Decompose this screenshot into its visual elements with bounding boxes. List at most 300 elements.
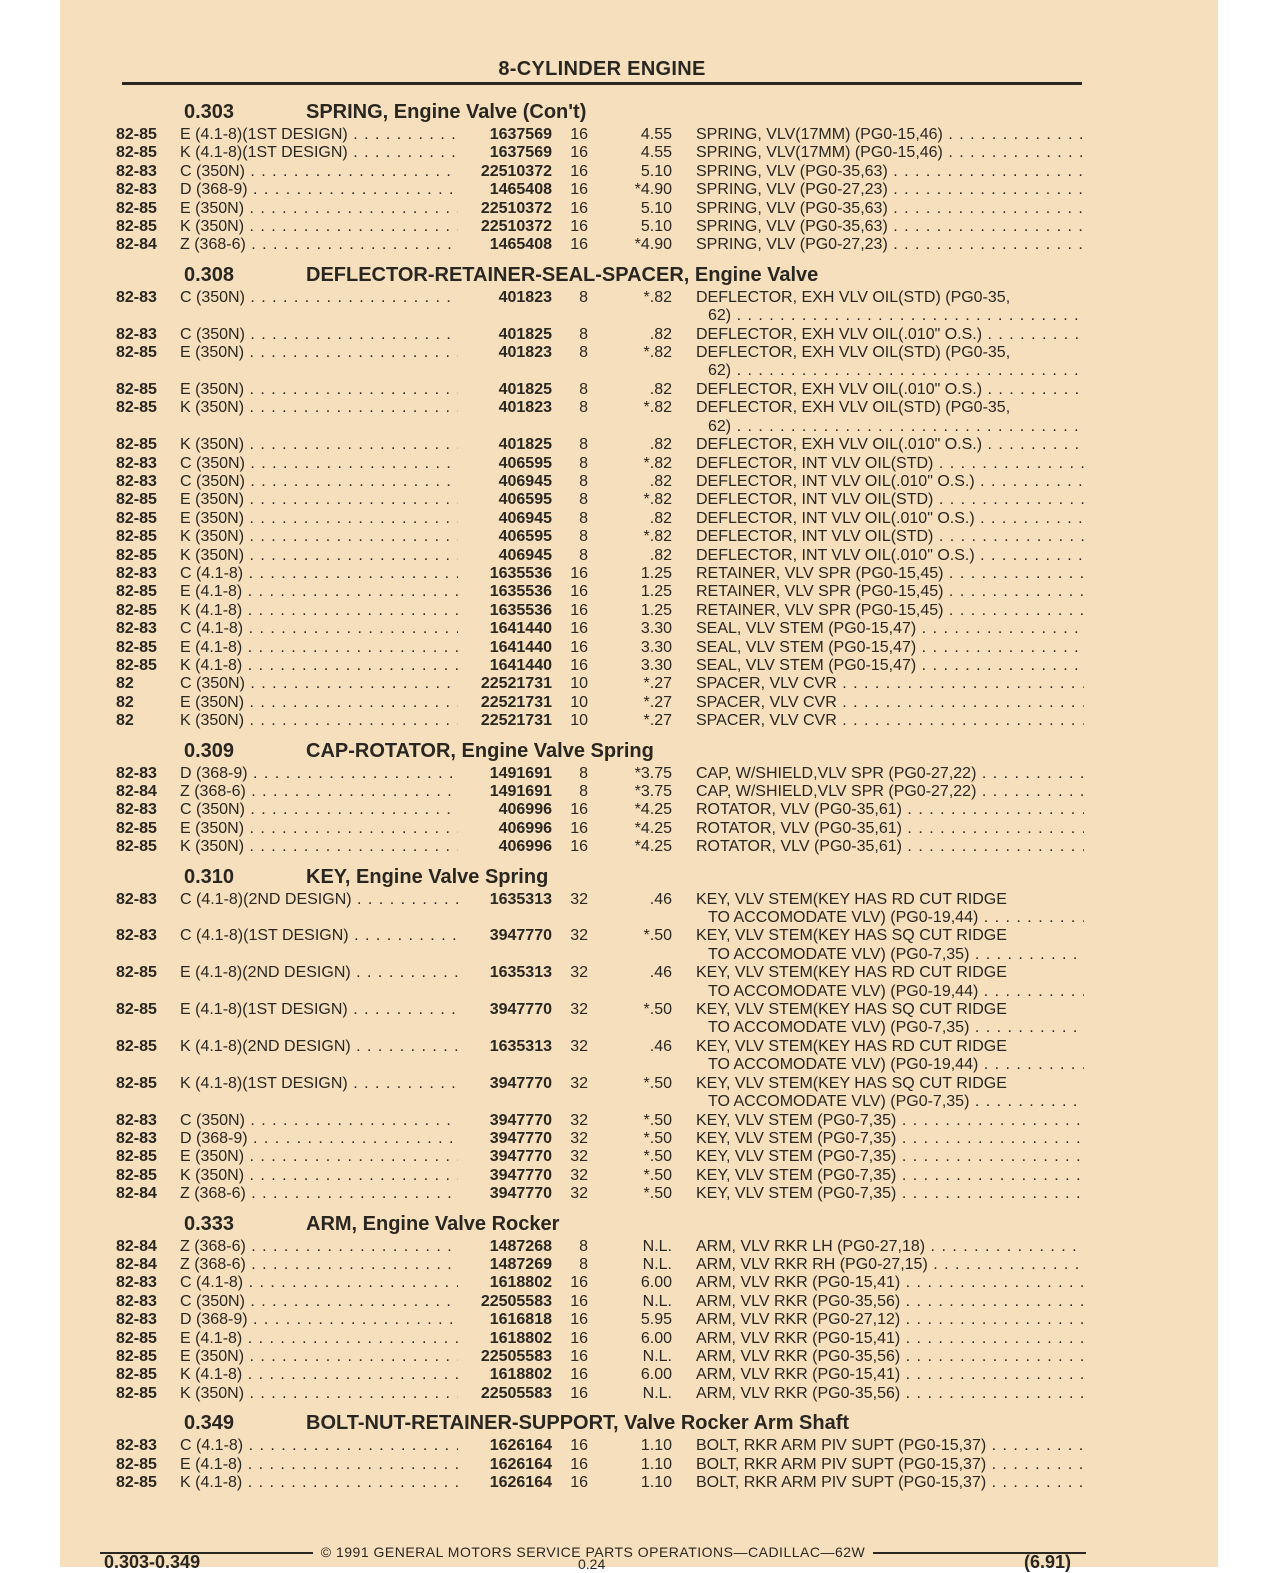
part-row: [116, 1130, 1084, 1148]
price: *.82: [643, 288, 672, 306]
part-number: 1637569: [489, 144, 552, 162]
engine-code: K (4.1-8) . . .: [180, 1474, 458, 1492]
part-number: 406595: [498, 454, 552, 472]
price: 6.00: [640, 1274, 672, 1292]
part-number: 22510372: [480, 162, 552, 180]
part-row: [116, 473, 1084, 491]
part-number: 401825: [498, 325, 552, 343]
quantity: 8: [579, 764, 588, 782]
part-description: [696, 1185, 1084, 1203]
price: 1.25: [640, 601, 672, 619]
engine-code: K (4.1-8)(1ST DESIGN) . . .: [180, 1075, 458, 1093]
part-description: [696, 163, 1084, 181]
price: N.L.: [642, 1292, 672, 1310]
quantity: 10: [570, 693, 588, 711]
part-description: [696, 455, 1084, 473]
description-line-1: KEY, VLV STEM (PG0-7,35) . . .: [696, 1167, 1084, 1185]
price: *4.25: [634, 801, 672, 819]
quantity: 8: [579, 399, 588, 417]
engine-code: C (350N) . . .: [180, 289, 458, 307]
part-row: [116, 510, 1084, 528]
engine-code: C (350N) . . .: [180, 455, 458, 473]
quantity: 16: [570, 601, 588, 619]
part-description: [696, 639, 1084, 657]
quantity: 8: [579, 528, 588, 546]
quantity: 16: [570, 144, 588, 162]
part-row: [116, 1456, 1084, 1474]
price: 5.10: [640, 162, 672, 180]
quantity: 16: [570, 218, 588, 236]
description-line-1: KEY, VLV STEM(KEY HAS RD CUT RIDGE: [696, 1037, 1007, 1055]
description-line-1: ROTATOR, VLV (PG0-35,61) . . .: [696, 838, 1084, 856]
part-description: [696, 491, 1084, 509]
price: 4.55: [640, 144, 672, 162]
quantity: 8: [579, 1237, 588, 1255]
part-number: 3947770: [489, 927, 552, 945]
part-row: [116, 491, 1084, 509]
part-number: 3947770: [489, 1148, 552, 1166]
part-number: 22505583: [480, 1292, 552, 1310]
part-number: 1635536: [489, 564, 552, 582]
price: .82: [649, 380, 672, 398]
part-description: [696, 620, 1084, 638]
description-line-1: KEY, VLV STEM (PG0-7,35) . . .: [696, 1130, 1084, 1148]
part-number: 1491691: [489, 783, 552, 800]
engine-code: C (350N) . . .: [180, 163, 458, 181]
price: 6.00: [640, 1329, 672, 1347]
quantity: 8: [579, 436, 588, 454]
part-description: [696, 144, 1084, 162]
engine-code: Z (368-6) . . .: [180, 1185, 458, 1203]
part-description: [696, 1456, 1084, 1474]
part-number: 1635313: [489, 1037, 552, 1055]
engine-code: K (4.1-8) . . .: [180, 602, 458, 620]
part-row: [116, 838, 1084, 856]
part-number: 401823: [498, 344, 552, 362]
description-line-1: SEAL, VLV STEM (PG0-15,47) . . .: [696, 639, 1084, 657]
section-heading: [116, 1407, 1084, 1437]
description-line-1: KEY, VLV STEM(KEY HAS RD CUT RIDGE: [696, 964, 1007, 982]
engine-code: Z (368-6) . . .: [180, 783, 458, 801]
part-description: [696, 712, 1084, 730]
footer-section-range: 0.303-0.349: [104, 1552, 201, 1572]
price: *.50: [643, 1074, 672, 1092]
description-line-1: DEFLECTOR, EXH VLV OIL(.010" O.S.) . . .: [696, 381, 1084, 399]
quantity: 16: [570, 1274, 588, 1292]
part-description: [696, 783, 1084, 801]
model-years: 82-83: [116, 1129, 157, 1147]
part-number: 22521731: [480, 675, 552, 693]
model-years: 82-85: [116, 126, 157, 143]
engine-code: K (350N) . . .: [180, 1167, 458, 1185]
part-description: [696, 399, 1084, 436]
price: .46: [649, 964, 672, 982]
price: 1.10: [640, 1474, 672, 1491]
model-years: 82-85: [116, 218, 157, 236]
price: 1.10: [640, 1437, 672, 1455]
part-row: [116, 1293, 1084, 1311]
description-line-1: SPRING, VLV(17MM) (PG0-15,46) . . .: [696, 126, 1084, 144]
part-description: [696, 1148, 1084, 1166]
part-number: 1641440: [489, 638, 552, 656]
part-row: [116, 620, 1084, 638]
part-description: [696, 1238, 1084, 1256]
price: 1.10: [640, 1455, 672, 1473]
model-years: 82-83: [116, 454, 157, 472]
engine-code: K (4.1-8) . . .: [180, 657, 458, 675]
engine-code: C (350N) . . .: [180, 675, 458, 693]
price: *4.25: [634, 838, 672, 856]
description-line-2: 62) . . .: [696, 362, 1084, 380]
description-line-1: KEY, VLV STEM(KEY HAS SQ CUT RIDGE: [696, 927, 1007, 945]
quantity: 16: [570, 1329, 588, 1347]
part-description: [696, 602, 1084, 620]
quantity: 32: [570, 1001, 588, 1019]
part-number: 406945: [498, 472, 552, 490]
part-row: [116, 1238, 1084, 1256]
engine-code: E (4.1-8) . . .: [180, 583, 458, 601]
description-line-1: ROTATOR, VLV (PG0-35,61) . . .: [696, 820, 1084, 838]
part-description: [696, 1293, 1084, 1311]
quantity: 32: [570, 927, 588, 945]
price: .46: [649, 1037, 672, 1055]
price: *3.75: [634, 783, 672, 800]
engine-code: E (4.1-8) . . .: [180, 1330, 458, 1348]
part-description: [696, 1274, 1084, 1292]
page-header: 8-CYLINDER ENGINE: [498, 58, 706, 80]
engine-code: D (368-9) . . .: [180, 765, 458, 783]
model-years: 82: [116, 712, 134, 730]
engine-code: E (4.1-8)(1ST DESIGN) . . .: [180, 1001, 458, 1019]
model-years: 82-83: [116, 472, 157, 490]
model-years: 82-85: [116, 583, 157, 601]
price: *3.75: [634, 764, 672, 782]
engine-code: K (350N) . . .: [180, 547, 458, 565]
quantity: 32: [570, 964, 588, 982]
quantity: 32: [570, 1074, 588, 1092]
description-line-1: DEFLECTOR, INT VLV OIL(.010" O.S.) . . .: [696, 510, 1084, 528]
price: 5.10: [640, 199, 672, 217]
quantity: 32: [570, 1185, 588, 1203]
engine-code: C (4.1-8)(2ND DESIGN) . . .: [180, 891, 458, 909]
part-description: [696, 473, 1084, 491]
price: *.50: [643, 1185, 672, 1203]
part-row: [116, 218, 1084, 236]
engine-code: K (350N) . . .: [180, 1385, 458, 1403]
section-heading: [116, 259, 1084, 289]
part-row: [116, 1348, 1084, 1366]
part-number: 22521731: [480, 693, 552, 711]
quantity: 16: [570, 199, 588, 217]
part-row: [116, 344, 1084, 381]
quantity: 8: [579, 546, 588, 564]
description-line-1: ARM, VLV RKR (PG0-15,41) . . .: [696, 1274, 1084, 1292]
quantity: 16: [570, 1384, 588, 1402]
price: N.L.: [642, 1384, 672, 1402]
description-line-1: RETAINER, VLV SPR (PG0-15,45) . . .: [696, 602, 1084, 620]
quantity: 16: [570, 181, 588, 199]
part-row: [116, 1167, 1084, 1185]
quantity: 32: [570, 1129, 588, 1147]
part-description: [696, 547, 1084, 565]
part-row: [116, 927, 1084, 964]
price: *.82: [643, 454, 672, 472]
part-row: [116, 820, 1084, 838]
part-number: 3947770: [489, 1001, 552, 1019]
part-row: [116, 675, 1084, 693]
quantity: 16: [570, 1455, 588, 1473]
price: 6.00: [640, 1366, 672, 1384]
part-number: 401825: [498, 380, 552, 398]
part-description: [696, 381, 1084, 399]
part-number: 401823: [498, 399, 552, 417]
description-line-1: KEY, VLV STEM(KEY HAS RD CUT RIDGE: [696, 890, 1007, 908]
description-line-2: 62) . . .: [696, 418, 1084, 436]
quantity: 8: [579, 783, 588, 800]
part-row: [116, 1075, 1084, 1112]
engine-code: E (4.1-8) . . .: [180, 639, 458, 657]
part-description: [696, 436, 1084, 454]
description-line-1: ARM, VLV RKR (PG0-35,56) . . .: [696, 1385, 1084, 1403]
engine-code: E (350N) . . .: [180, 381, 458, 399]
quantity: 32: [570, 1111, 588, 1129]
description-line-1: SPRING, VLV (PG0-35,63) . . .: [696, 218, 1084, 236]
model-years: 82-83: [116, 564, 157, 582]
description-line-2: TO ACCOMODATE VLV) (PG0-19,44) . . .: [696, 983, 1084, 1001]
model-years: 82-85: [116, 1366, 157, 1384]
description-line-1: ARM, VLV RKR LH (PG0-27,18) . . .: [696, 1238, 1084, 1256]
description-line-1: CAP, W/SHIELD,VLV SPR (PG0-27,22) . . .: [696, 783, 1084, 801]
part-description: [696, 838, 1084, 856]
model-years: 82-83: [116, 181, 157, 199]
part-number: 406595: [498, 491, 552, 509]
price: *4.90: [634, 181, 672, 199]
part-row: [116, 1148, 1084, 1166]
engine-code: E (4.1-8)(1ST DESIGN) . . .: [180, 126, 458, 144]
part-row: [116, 565, 1084, 583]
part-description: [696, 820, 1084, 838]
part-description: [696, 1038, 1084, 1075]
part-number: 1487268: [489, 1237, 552, 1255]
section-number: 0.308: [184, 263, 235, 286]
price: 5.10: [640, 218, 672, 236]
engine-code: E (350N) . . .: [180, 491, 458, 509]
section-number: 0.310: [184, 865, 235, 888]
header-rule: [122, 82, 1082, 85]
description-line-2: TO ACCOMODATE VLV) (PG0-7,35) . . .: [696, 1019, 1084, 1037]
model-years: 82-83: [116, 1292, 157, 1310]
description-line-1: SPACER, VLV CVR . . .: [696, 675, 1084, 693]
quantity: 16: [570, 583, 588, 601]
model-years: 82-85: [116, 1001, 157, 1019]
engine-code: Z (368-6) . . .: [180, 236, 458, 254]
description-line-1: KEY, VLV STEM (PG0-7,35) . . .: [696, 1185, 1084, 1203]
part-row: [116, 163, 1084, 181]
model-years: 82-83: [116, 1111, 157, 1129]
quantity: 10: [570, 712, 588, 730]
model-years: 82-85: [116, 1455, 157, 1473]
part-number: 1616818: [489, 1311, 552, 1329]
part-number: 1641440: [489, 656, 552, 674]
price: N.L.: [642, 1255, 672, 1273]
model-years: 82-85: [116, 838, 157, 856]
engine-code: K (4.1-8) . . .: [180, 1366, 458, 1384]
description-line-1: DEFLECTOR, INT VLV OIL(STD) . . .: [696, 455, 1084, 473]
model-years: 82-85: [116, 1347, 157, 1365]
description-line-1: DEFLECTOR, EXH VLV OIL(STD) (PG0-35,: [696, 399, 1011, 417]
part-number: 3947770: [489, 1129, 552, 1147]
description-line-1: DEFLECTOR, INT VLV OIL(.010" O.S.) . . .: [696, 547, 1084, 565]
part-number: 3947770: [489, 1074, 552, 1092]
price: 5.95: [640, 1311, 672, 1329]
quantity: 16: [570, 638, 588, 656]
description-line-1: SPRING, VLV (PG0-35,63) . . .: [696, 163, 1084, 181]
part-number: 401823: [498, 288, 552, 306]
part-description: [696, 236, 1084, 254]
part-description: [696, 583, 1084, 601]
price: *.50: [643, 1148, 672, 1166]
part-row: [116, 1437, 1084, 1455]
part-row: [116, 1366, 1084, 1384]
part-description: [696, 1256, 1084, 1274]
model-years: 82-85: [116, 1148, 157, 1166]
quantity: 16: [570, 656, 588, 674]
part-row: [116, 1311, 1084, 1329]
quantity: 8: [579, 472, 588, 490]
model-years: 82-85: [116, 1474, 157, 1491]
part-description: [696, 1112, 1084, 1130]
description-line-1: SPRING, VLV (PG0-27,23) . . .: [696, 181, 1084, 199]
description-line-2: 62) . . .: [696, 307, 1084, 325]
description-line-1: BOLT, RKR ARM PIV SUPT (PG0-15,37) . . .: [696, 1437, 1084, 1455]
description-line-1: SPRING, VLV (PG0-27,23) . . .: [696, 236, 1084, 254]
part-number: 1465408: [489, 181, 552, 199]
model-years: 82-85: [116, 1074, 157, 1092]
description-line-1: ROTATOR, VLV (PG0-35,61) . . .: [696, 801, 1084, 819]
part-row: [116, 126, 1084, 144]
part-row: [116, 602, 1084, 620]
description-line-1: KEY, VLV STEM(KEY HAS SQ CUT RIDGE: [696, 1074, 1007, 1092]
description-line-1: RETAINER, VLV SPR (PG0-15,45) . . .: [696, 565, 1084, 583]
model-years: 82-85: [116, 509, 157, 527]
engine-code: C (350N) . . .: [180, 801, 458, 819]
part-row: [116, 964, 1084, 1001]
part-row: [116, 181, 1084, 199]
engine-code: E (4.1-8)(2ND DESIGN) . . .: [180, 964, 458, 982]
model-years: 82-85: [116, 399, 157, 417]
part-row: [116, 1112, 1084, 1130]
model-years: 82-85: [116, 601, 157, 619]
part-description: [696, 289, 1084, 326]
part-description: [696, 1167, 1084, 1185]
part-row: [116, 712, 1084, 730]
quantity: 16: [570, 236, 588, 254]
part-description: [696, 344, 1084, 381]
model-years: 82-84: [116, 236, 157, 254]
model-years: 82-84: [116, 783, 157, 800]
price: 1.25: [640, 564, 672, 582]
model-years: 82-85: [116, 528, 157, 546]
model-years: 82-83: [116, 801, 157, 819]
section-title: BOLT-NUT-RETAINER-SUPPORT, Valve Rocker Arm Shaft: [306, 1412, 850, 1435]
footer-copyright: © 1991 GENERAL MOTORS SERVICE PARTS OPERATIONS—CADILLAC—62W: [320, 1544, 866, 1560]
description-line-1: DEFLECTOR, INT VLV OIL(STD) . . .: [696, 528, 1084, 546]
part-row: [116, 528, 1084, 546]
engine-code: K (350N) . . .: [180, 712, 458, 730]
part-row: [116, 381, 1084, 399]
quantity: 16: [570, 1437, 588, 1455]
part-number: 1626164: [489, 1474, 552, 1491]
footer-date: (6.91): [1024, 1552, 1072, 1572]
section-title: DEFLECTOR-RETAINER-SEAL-SPACER, Engine Valve: [306, 263, 819, 286]
engine-code: D (368-9) . . .: [180, 1130, 458, 1148]
price: *.27: [643, 712, 672, 730]
model-years: 82-83: [116, 1437, 157, 1455]
model-years: 82-83: [116, 1311, 157, 1329]
section-heading: [116, 861, 1084, 891]
part-row: [116, 436, 1084, 454]
price: 1.25: [640, 583, 672, 601]
price: 3.30: [640, 620, 672, 638]
part-row: [116, 200, 1084, 218]
description-line-1: KEY, VLV STEM (PG0-7,35) . . .: [696, 1148, 1084, 1166]
part-description: [696, 218, 1084, 236]
model-years: 82-85: [116, 344, 157, 362]
part-description: [696, 765, 1084, 783]
part-description: [696, 657, 1084, 675]
part-row: [116, 455, 1084, 473]
engine-code: E (350N) . . .: [180, 820, 458, 838]
quantity: 16: [570, 1474, 588, 1491]
price: N.L.: [642, 1237, 672, 1255]
description-line-1: SPACER, VLV CVR . . .: [696, 712, 1084, 730]
part-number: 406945: [498, 546, 552, 564]
engine-code: E (350N) . . .: [180, 1148, 458, 1166]
part-number: 406996: [498, 819, 552, 837]
price: *.82: [643, 344, 672, 362]
description-line-1: ARM, VLV RKR (PG0-27,12) . . .: [696, 1311, 1084, 1329]
part-row: [116, 1385, 1084, 1403]
part-row: [116, 657, 1084, 675]
quantity: 16: [570, 838, 588, 856]
engine-code: E (350N) . . .: [180, 510, 458, 528]
engine-code: E (4.1-8) . . .: [180, 1456, 458, 1474]
part-description: [696, 510, 1084, 528]
section-number: 0.303: [184, 101, 235, 123]
section-heading: [116, 96, 1084, 126]
engine-code: K (4.1-8)(1ST DESIGN) . . .: [180, 144, 458, 162]
price: *4.90: [634, 236, 672, 254]
quantity: 8: [579, 380, 588, 398]
part-description: [696, 181, 1084, 199]
engine-code: E (350N) . . .: [180, 344, 458, 362]
part-description: [696, 1385, 1084, 1403]
quantity: 8: [579, 288, 588, 306]
section-title: ARM, Engine Valve Rocker: [306, 1212, 560, 1235]
part-row: [116, 1256, 1084, 1274]
price: *.50: [643, 1001, 672, 1019]
price: *.50: [643, 1129, 672, 1147]
description-line-1: ARM, VLV RKR (PG0-15,41) . . .: [696, 1366, 1084, 1384]
section-title: CAP-ROTATOR, Engine Valve Spring: [306, 739, 654, 762]
part-number: 1635536: [489, 601, 552, 619]
description-line-1: SPACER, VLV CVR . . .: [696, 694, 1084, 712]
description-line-1: KEY, VLV STEM (PG0-7,35) . . .: [696, 1112, 1084, 1130]
part-number: 1635313: [489, 964, 552, 982]
part-description: [696, 565, 1084, 583]
part-description: [696, 200, 1084, 218]
quantity: 16: [570, 1292, 588, 1310]
